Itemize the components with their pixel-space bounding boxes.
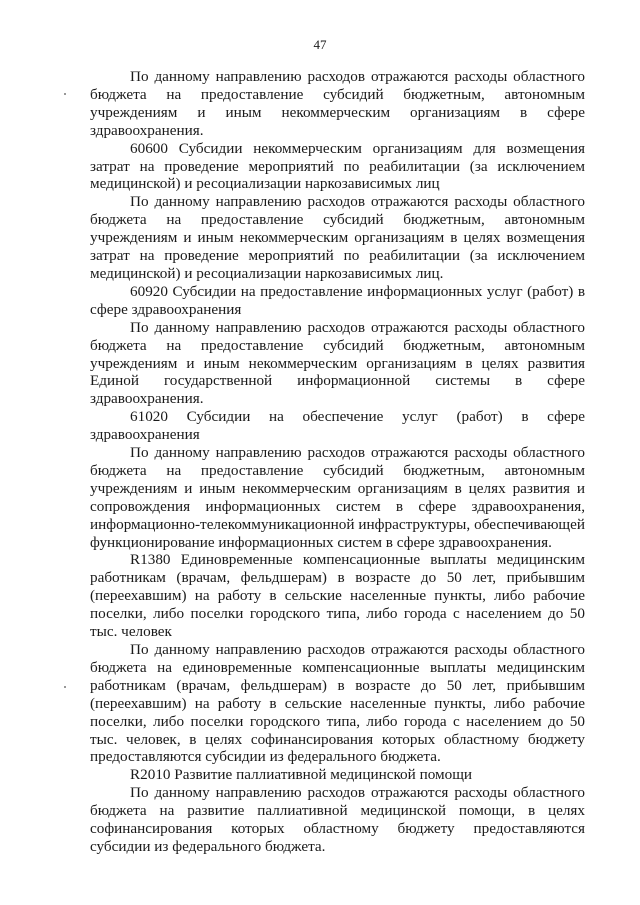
margin-mark bbox=[64, 93, 66, 95]
paragraph-60920: По данному направлению расходов отражаются расходы областного бюджета на предоставление субсидий бюджетным, автономным учреждениям и иным некоммерческим организациям в целях развития Единой государственной информационной системы в сфере здравоохранения. bbox=[90, 318, 585, 408]
paragraph-61020: По данному направлению расходов отражаются расходы областного бюджета на предоставление субсидий бюджетным, автономным учреждениям и иным некоммерческим организациям в целях развития и сопровождения информационных систем в сфере здравоохранения, информационно-телекоммуникационной инфраструктуры, обеспечивающей функционирование информационных систем в сфере здравоохранения. bbox=[90, 444, 585, 551]
paragraph-intro: По данному направлению расходов отражаются расходы областного бюджета на предоставление субсидий бюджетным, автономным учреждениям и иным некоммерческим организациям в сфере здравоохранения. bbox=[90, 68, 585, 139]
heading-r1380: R1380 Единовременные компенсационные выплаты медицинским работникам (врачам, фельдшерам) в возрасте до 50 лет, прибывшим (переехавшим) на работу в сельские населенные пункты, либо рабочие поселки, либо поселки городского типа, либо города с населением до 50 тыс. человек bbox=[90, 551, 585, 641]
heading-60920: 60920 Субсидии на предоставление информационных услуг (работ) в сфере здравоохранения bbox=[90, 282, 585, 318]
paragraph-r2010: По данному направлению расходов отражаются расходы областного бюджета на развитие паллиативной медицинской помощи, в целях софинансирования которых областному бюджету предоставляются субсидии из федерального бюджета. bbox=[90, 784, 585, 855]
document-body bbox=[90, 68, 585, 856]
margin-mark bbox=[64, 686, 66, 688]
paragraph-r1380: По данному направлению расходов отражаются расходы областного бюджета на единовременные компенсационные выплаты медицинским работникам (врачам, фельдшерам) в возрасте до 50 лет, прибывшим (переехавшим) на работу в сельские населенные пункты, либо рабочие поселки, либо поселки городского типа, либо города с населением до 50 тыс. человек, в целях софинансирования которых областному бюджету предоставляются субсидии из федерального бюджета. bbox=[90, 641, 585, 766]
paragraph-60600: По данному направлению расходов отражаются расходы областного бюджета на предоставление субсидий бюджетным, автономным учреждениям и иным некоммерческим организациям в целях возмещения затрат на проведение мероприятий по реабилитации (за исключением медицинской) и ресоциализации наркозависимых лиц. bbox=[90, 193, 585, 282]
heading-r2010: R2010 Развитие паллиативной медицинской помощи bbox=[130, 766, 473, 784]
heading-60600: 60600 Субсидии некоммерческим организациям для возмещения затрат на проведение мероприятий по реабилитации (за исключением медицинской) и ресоциализации наркозависимых лиц bbox=[90, 139, 585, 193]
page-number: 47 bbox=[313, 37, 327, 52]
heading-61020: 61020 Субсидии на обеспечение услуг (работ) в сфере здравоохранения bbox=[90, 408, 585, 444]
